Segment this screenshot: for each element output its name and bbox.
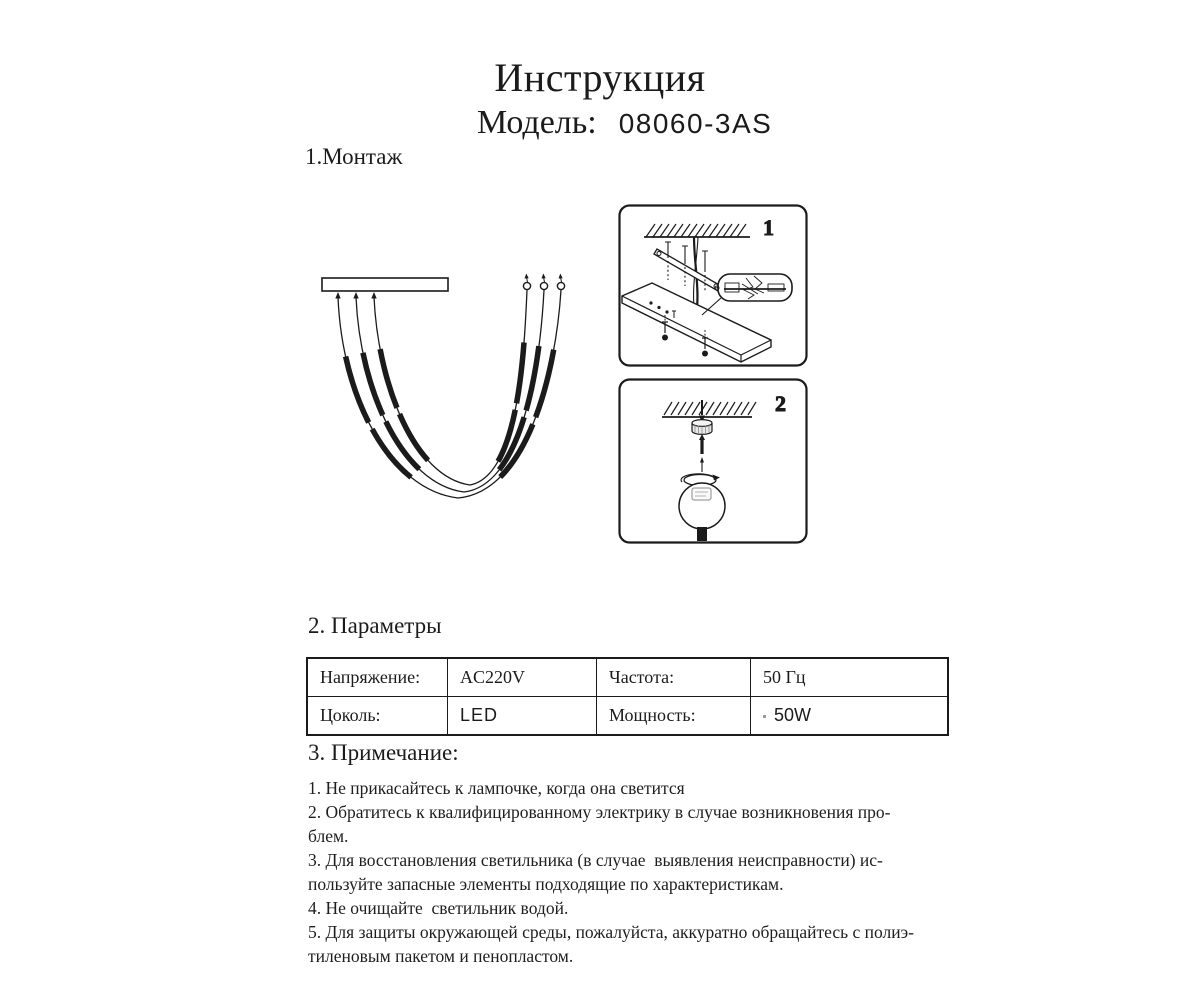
step-2-number: 2 — [775, 391, 786, 416]
cable-hooks — [523, 274, 564, 290]
frequency-value: 50 Гц — [751, 658, 949, 697]
parameters-table — [306, 657, 949, 736]
notes-list — [308, 776, 914, 968]
cable-hook-ring — [540, 282, 547, 289]
page-title: Инструкция — [494, 55, 706, 100]
voltage-value: AC220V — [448, 658, 597, 697]
note-line: 2. Обратитесь к квалифицированному электрику в случае возникновения про- — [308, 802, 891, 822]
step-1-illustration — [618, 204, 808, 367]
cable-hook-ring — [523, 282, 530, 289]
step-2-illustration — [618, 378, 808, 544]
suspension-cable — [374, 290, 527, 485]
power-label: Мощность: — [597, 697, 751, 736]
model-label: Модель: — [477, 104, 597, 141]
note-line: блем. — [308, 826, 349, 846]
threaded-connector — [692, 420, 712, 435]
note-line: 1. Не прикасайтесь к лампочке, когда она светится — [308, 778, 685, 798]
table-row — [307, 697, 948, 736]
frequency-label: Частота: — [597, 658, 751, 697]
section-heading-notes: 3. Примечание: — [308, 740, 459, 765]
socket-type-label: Цоколь: — [307, 697, 448, 736]
socket-label — [692, 488, 711, 500]
note-line: пользуйте запасные элементы подходящие по характеристикам. — [308, 874, 784, 894]
led-tube-segments — [338, 290, 561, 498]
table-row — [307, 658, 948, 697]
step-1-number: 1 — [763, 215, 774, 240]
ceiling-plate — [322, 278, 448, 291]
pendant-lamp-diagram — [300, 268, 590, 513]
section-heading-montage: 1.Монтаж — [305, 144, 403, 169]
power-value: 50W — [751, 697, 949, 736]
note-line: 3. Для восстановления светильника (в случае выявления неисправности) ис- — [308, 850, 883, 870]
model-line — [477, 104, 772, 142]
cable-hook-ring — [557, 282, 564, 289]
socket-type-value: LED — [448, 697, 597, 736]
voltage-label: Напряжение: — [307, 658, 448, 697]
note-line: 4. Не очищайте светильник водой. — [308, 898, 569, 918]
note-line: 5. Для защиты окружающей среды, пожалуйста, аккуратно обращайтесь с полиэ- — [308, 922, 914, 942]
model-number: 08060-3AS — [618, 108, 773, 139]
section-heading-parameters: 2. Параметры — [308, 613, 442, 638]
lamp-stem — [697, 527, 707, 541]
note-line: тиленовым пакетом и пенопластом. — [308, 946, 574, 966]
